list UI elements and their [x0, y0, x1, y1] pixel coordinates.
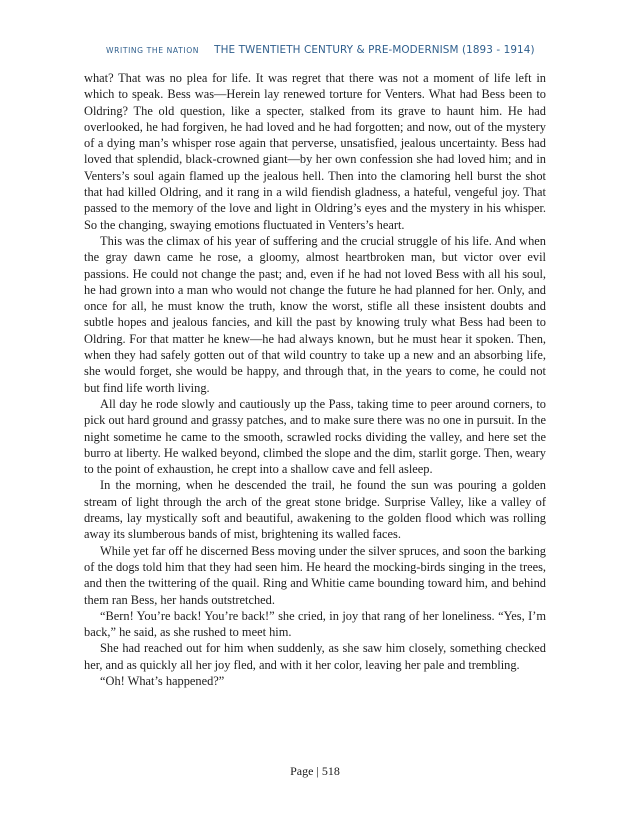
paragraph: She had reached out for him when suddenly, as she saw him closely, something checked her, and as quickly all her joy fled, and with it her color, leaving her pale and trembling.: [84, 641, 546, 672]
paragraph: what? That was no plea for life. It was regret that there was not a moment of life left in which to speak. Bess was—Herein lay renewed torture for Venters. What had Bess been to Oldring? The old question, like a specter, stalked from its grave to haunt him. He had overlooked, he had forgiven, he had loved and he had forgotten; and now, out of the mystery of a dying man’s whisper rose again that perverse, unsatisfied, jealous uncertainty. Bess had loved that splendid, black-crowned giant—by her own confession she had loved him; and in Venters’s soul again flamed up the jealous hell. Then into the clamoring hell burst the shot that had killed Oldring, and it rang in a wild fiendish gladness, a hateful, vengeful joy. That passed to the memory of the love and light in Oldring’s eyes and the mystery in his whisper. So the changing, swaying emotions fluctuated in Venters’s heart.: [84, 71, 546, 232]
paragraph: All day he rode slowly and cautiously up the Pass, taking time to peer around corners, to pick out hard ground and grassy patches, and to make sure there was no one in pursuit. In the night sometime he came to the smooth, scrawled rocks dividing the valley, and here set the burro at liberty. He walked beyond, climbed the slope and the dim, starlit gorge. Then, weary to the point of exhaustion, he crept into a shallow cave and fell asleep.: [84, 396, 546, 477]
paragraph: “Oh! What’s happened?”: [100, 673, 225, 688]
page-number: Page | 518: [290, 764, 340, 778]
paragraph: “Bern! You’re back! You’re back!” she cried, in joy that rang of her loneliness. “Yes, I’m back,” he said, as she rushed to meet him.: [84, 608, 546, 640]
running-header: [106, 38, 535, 57]
paragraph: While yet far off he discerned Bess moving under the silver spruces, and soon the barking of the dogs told him that they had seen him. He heard the mocking-birds singing in the trees, and then the twittering of the quail. Ring and Whitie came bounding toward him, and behind them ran Bess, her hands outstretched.: [84, 543, 546, 607]
paragraph: In the morning, when he descended the trail, he found the sun was pouring a golden stream of light through the arch of the great stone bridge. Surprise Valley, like a valley of dreams, lay mystically soft and beautiful, awakening to the golden flood which was rolling away its slumberous bands of mist, brightening its walled faces.: [84, 478, 546, 542]
header-section: WRITING THE NATION: [106, 46, 200, 55]
paragraph: This was the climax of his year of suffering and the crucial struggle of his life. And when the gray dawn came he rose, a gloomy, almost heartbroken man, but victor over evil passions. He could not change the past; and, even if he had not loved Bess with all his soul, he had grown into a man who would not change the future he had planned for her. Only, and once for all, he must know the truth, know the worst, stifle all these insistent doubts and subtle hopes and jealous fancies, and kill the past by knowing truly what Bess had been to Oldring. For that matter he knew—he had always known, but he must hear it spoken. Then, when they had safely gotten out of that wild country to take up a new and an absorbing life, she would forget, she would be happy, and through that, in the years to come, he could not but find life worth living.: [84, 233, 546, 395]
header-title: THE TWENTIETH CENTURY & PRE-MODERNISM (1893 - 1914): [214, 44, 535, 56]
body-text: [84, 70, 546, 689]
